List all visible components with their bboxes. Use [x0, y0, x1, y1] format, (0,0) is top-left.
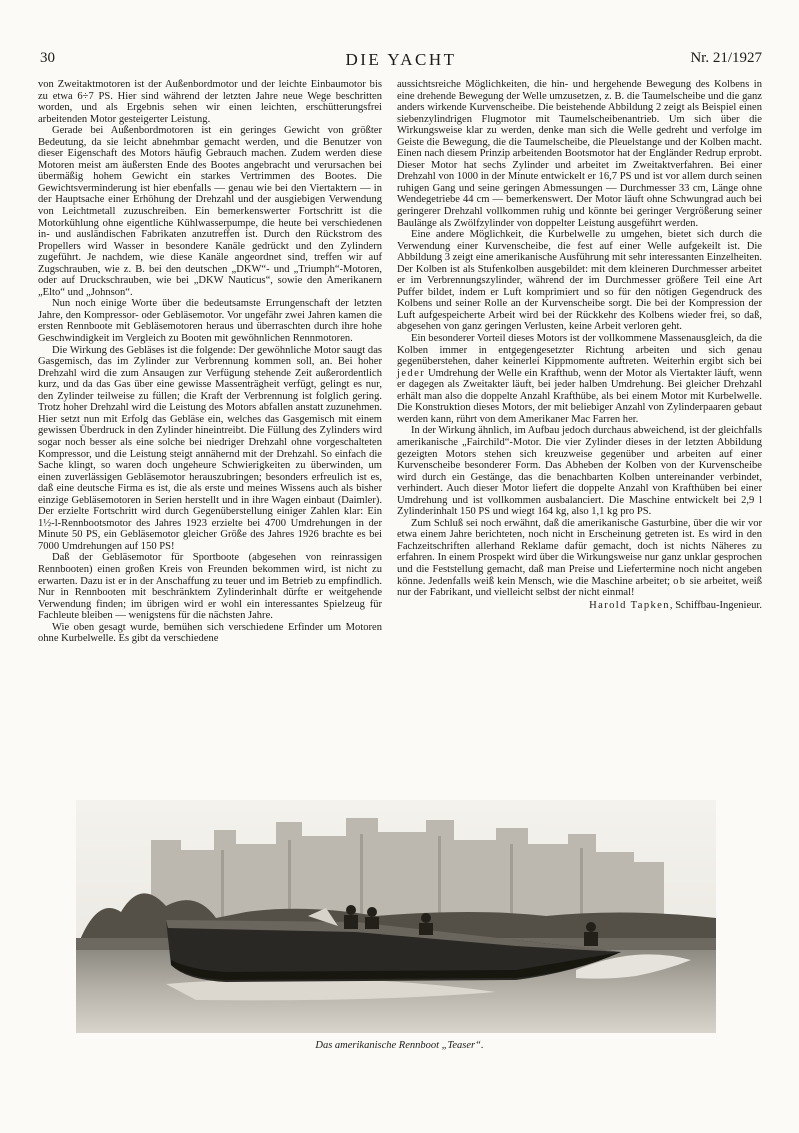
- left-column: [38, 79, 382, 645]
- journal-title: DIE YACHT: [345, 50, 457, 69]
- paragraph: von Zweitaktmotoren ist der Außenbordmotor und der leichte Einbaumotor bis zu etwa 6÷7 PS. Hier sind während der letzten Jahre neue Wege beschritten worden, und als Ergebnis sehen wir einen leichten, erschütterungsfrei arbeitenden Motor gesteigerter Leistung.: [38, 79, 382, 125]
- paragraph: Wie oben gesagt wurde, bemühen sich verschiedene Erfinder um Motoren ohne Kurbelwelle. Es gibt da verschiedene: [38, 621, 382, 645]
- text-run: sie arbeitet, weiß nur der Fabrikant, und vielleicht selbst der nicht einmal!: [397, 575, 763, 599]
- author-signature: [397, 600, 762, 612]
- author-name: Harold Tapken: [589, 599, 670, 611]
- paragraph: Gerade bei Außenbordmotoren ist ein geringes Gewicht von größter Bedeutung, da sie leicht abnehmbar gemacht werden, und die Benutzer von dieser Eigenschaft des Motors häufig Gebrauch machen. Zudem werden diese Motoren meist am äußersten Ende des Bootes angebracht und verursachen bei übermäßig hohem Gewicht ein starkes Vertrimmen des Bootes. Die Gewichtsverminderung ist hier ebenfalls — genau wie bei den Viertaktern — in der Hauptsache einer Erhöhung der Drehzahl und der ausgiebigen Verwendung von Leichtmetall zuzuschreiben. Ein bemerkenswerter Fortschritt ist die Motorkühlung ohne eigentliche Kühlwasserpumpe, die heute bei verschiedenen in- und ausländischen Fabrikaten anzutreffen ist. Durch den Rückstrom des Propellers wird Wasser in besondere Kanäle gedrückt und den Zylindern zugeführt. Je nachdem, wie diese Kanäle angeordnet sind, treffen wir auf Zugschrauben, wie z. B. bei den deutschen „DKW“- und „Triumph“-Motoren, oder auf Druckschrauben, wie bei „DKW Nauticus“, sowie den Amerikanern „Elto“ und „Johnson“.: [38, 125, 382, 298]
- text-run: Zum Schluß sei noch erwähnt, daß die amerikanische Gasturbine, über die wir vor etwa einem Jahre berichteten, noch nicht in Erscheinung getreten ist. Es wird in den Fachzeitschriften allerhand Reklame dafür gemacht, doch ist nichts Näheres zu erfahren. In einem Prospekt wird über die Wirkungsweise nur ganz unklar gesprochen und die Feststellung gemacht, daß man Preise und Liefertermine noch nicht angeben könne. Jedenfalls weiß kein Mensch, wie die Maschine arbeitet;: [397, 517, 762, 587]
- racing-boat-photo: [76, 800, 716, 1033]
- paragraph: Die Wirkung des Gebläses ist die folgende: Der gewöhnliche Motor saugt das Gasgemisch, das im Zylinder zur Verbrennung kommen soll, an. Bei hoher Drehzahl wird die zum Ansaugen zur Verfügung stehende Zeit außerordentlich kurz, und da das Gas über eine gewisse Massenträgheit verfügt, gelingt es nur, den Zylinder teilweise zu füllen; die Kraft der Verbrennung ist folglich gering. Trotz hoher Drehzahl wird die Leistung des Motors abfallen anstatt zuzunehmen. Hier setzt nun mit Erfolg das Gebläse ein, welches das Gasgemisch mit einem gewissen Überdruck in den Zylinder hineintreibt. Die Füllung des Zylinders wird sogar noch besser als eine solche bei niedriger Drehzahl ohne vorgeschalteten Kompressor, und die Leistung steigt annähernd mit der Drehzahl. So einfach die Sache klingt, so waren doch ungeheure Schwierigkeiten zu überwinden, um einen zuverlässigen Gebläsemotor herauszubringen; besonders erfreulich ist es, daß eine deutsche Firma es ist, die als erste und meines Wissens auch als bisher einzige Gebläsemotoren in Serien herstellt und in ihre Wagen einbaut (Daimler). Der erzielte Fortschritt wird durch Gegenüberstellung einiger Zahlen klar: Ein 1½-l-Rennbootsmotor des Jahres 1923 erzielte bei 4700 Umdrehungen in der Minute 50 PS, ein Gebläsemotor gleicher Größe des Jahres 1926 brachte es bei 7000 Umdrehungen auf 150 PS!: [38, 344, 382, 552]
- figure-caption: Das amerikanische Rennboot „Teaser“.: [315, 1040, 484, 1051]
- paragraph: aussichtsreiche Möglichkeiten, die hin- und hergehende Bewegung des Kolbens in eine drehende Bewegung der Welle umzusetzen, z. B. die Taumelscheibe und die ganz anders wirkende Kurvenscheibe. Die beistehende Abbildung 2 zeigt als Beispiel einen siebenzylindrigen Flugmotor mit Taumelscheibenantrieb. Um sich über die Wirkungsweise klar zu werden, denke man sich die Welle gedreht und verfolge im Geiste die Bewegung, die die Taumelscheibe, die Pleuelstange und der Kolben macht. Einen nach diesem Prinzip arbeitenden Bootsmotor hat der Engländer Redrup erprobt. Dieser Motor hat sechs Zylinder und arbeitet im Zweitaktverfahren. Bei einer Drehzahl von 1000 in der Minute entwickelt er 16,7 PS und ist vor allem durch seinen ruhigen Gang und seine geringen Abmessungen — Durchmesser 33 cm, Länge ohne Wendegetriebe 44 cm — bemerkenswert. Der Motor läuft ohne Schwungrad auch bei geringerer Drehzahl vollkommen ruhig und könnte bei geringer Vergrößerung seiner Baulänge als Zwölfzylinder von doppelter Leistung ausgeführt werden.: [397, 79, 762, 229]
- text-run: Umdrehung der Welle ein Krafthub, wenn der Motor als Viertakter läuft, wenn er dagegen als Zweitakter läuft, bei jeder halben Umdrehung. Bei gleicher Drehzahl erhält man also die doppelte Anzahl Krafthübe, als bei einem Motor mit Kurbelwelle. Die Konstruktion dieses Motors, der mit beliebiger Anzahl von Zylinderpaaren gebaut werden kann, rührt von dem Amerikaner Mac Farren her.: [397, 367, 763, 425]
- right-column: [397, 79, 762, 611]
- paragraph: [397, 518, 762, 599]
- spaced-text: jeder: [397, 367, 426, 379]
- author-title: , Schiffbau-Ingenieur.: [669, 599, 762, 611]
- running-header: [40, 50, 762, 74]
- paragraph: [397, 333, 762, 425]
- boat-photo-illustration: [76, 800, 716, 1033]
- paragraph: In der Wirkung ähnlich, im Aufbau jedoch durchaus abweichend, ist der gleichfalls amerikanische „Fairchild“-Motor. Die vier Zylinder dieses in der letzten Abbildung gezeigten Motors stehen sich kreuzweise gegenüber und arbeiten auf einer Kurvenscheibe besonderer Form. Das Abheben der Kolben von der Kurvenscheibe wird durch ein Gestänge, das die benachbarten Kolben untereinander verbindet, verhindert. Auch dieser Motor liefert die doppelte Anzahl von Krafthüben bei einer Umdrehung und ist vollkommen ausbalanciert. Die Maschine entwickelt bei 2,9 l Zylinderinhalt 150 PS und wiegt 164 kg, also 1,1 kg pro PS.: [397, 425, 762, 518]
- issue-number: Nr. 21/1927: [690, 50, 762, 66]
- paragraph: Eine andere Möglichkeit, die Kurbelwelle zu umgehen, bietet sich durch die Verwendung einer Kurvenscheibe, die fest auf einer Welle aufgekeilt ist. Die Abbildung 3 zeigt eine amerikanische Ausführung mit sehr interessanten Einzelheiten. Der Kolben ist als Stufenkolben ausgebildet: mit dem kleineren Durchmesser arbeitet er im Verbrennungszylinder, während der im Durchmesser größere Teil eine Art Puffer bildet, indem er Luft komprimiert und so für den nötigen Gegendruck des Kolbens und seiner Rolle an der Kurvenscheibe sorgt. Die bei der Kompression der Luft aufgespeicherte Arbeit wird bei der Rückkehr des Kolbens wieder frei, so daß, abgesehen von ganz geringen Verlusten, keine Arbeit verloren geht.: [397, 229, 762, 333]
- paragraph: Nun noch einige Worte über die bedeutsamste Errungenschaft der letzten Jahre, den Kompressor- oder Gebläsemotor. Vor ungefähr zwei Jahren kamen die ersten Rennboote mit Gebläsemotoren heraus und überraschten durch ihre hohe Geschwindigkeit im Vergleich zu Booten mit gewöhnlichen Rennmotoren.: [38, 298, 382, 345]
- spaced-text: ob: [673, 575, 687, 587]
- paragraph: Daß der Gebläsemotor für Sportboote (abgesehen von reinrassigen Rennbooten) einen großen Kreis von Freunden bekommen wird, ist nicht zu erwarten. Dazu ist er in der Anschaffung zu teuer und im Betrieb zu empfindlich. Nur in Rennbooten mit beschränktem Zylinderinhalt dürfte er weitgehende Verwendung finden; im übrigen wird er wohl ein interessantes Spielzeug für Fachleute bleiben — wenigstens für die nächsten Jahre.: [38, 552, 382, 622]
- text-run: Ein besonderer Vorteil dieses Motors ist der vollkommene Massenausgleich, da die Kolben immer in entgegengesetzter Richtung arbeiten und sich genau gegenüberstehen, daher keinerlei Kippmomente auftreten. Weiterhin ergibt sich bei: [397, 333, 762, 368]
- page-number: 30: [40, 50, 55, 66]
